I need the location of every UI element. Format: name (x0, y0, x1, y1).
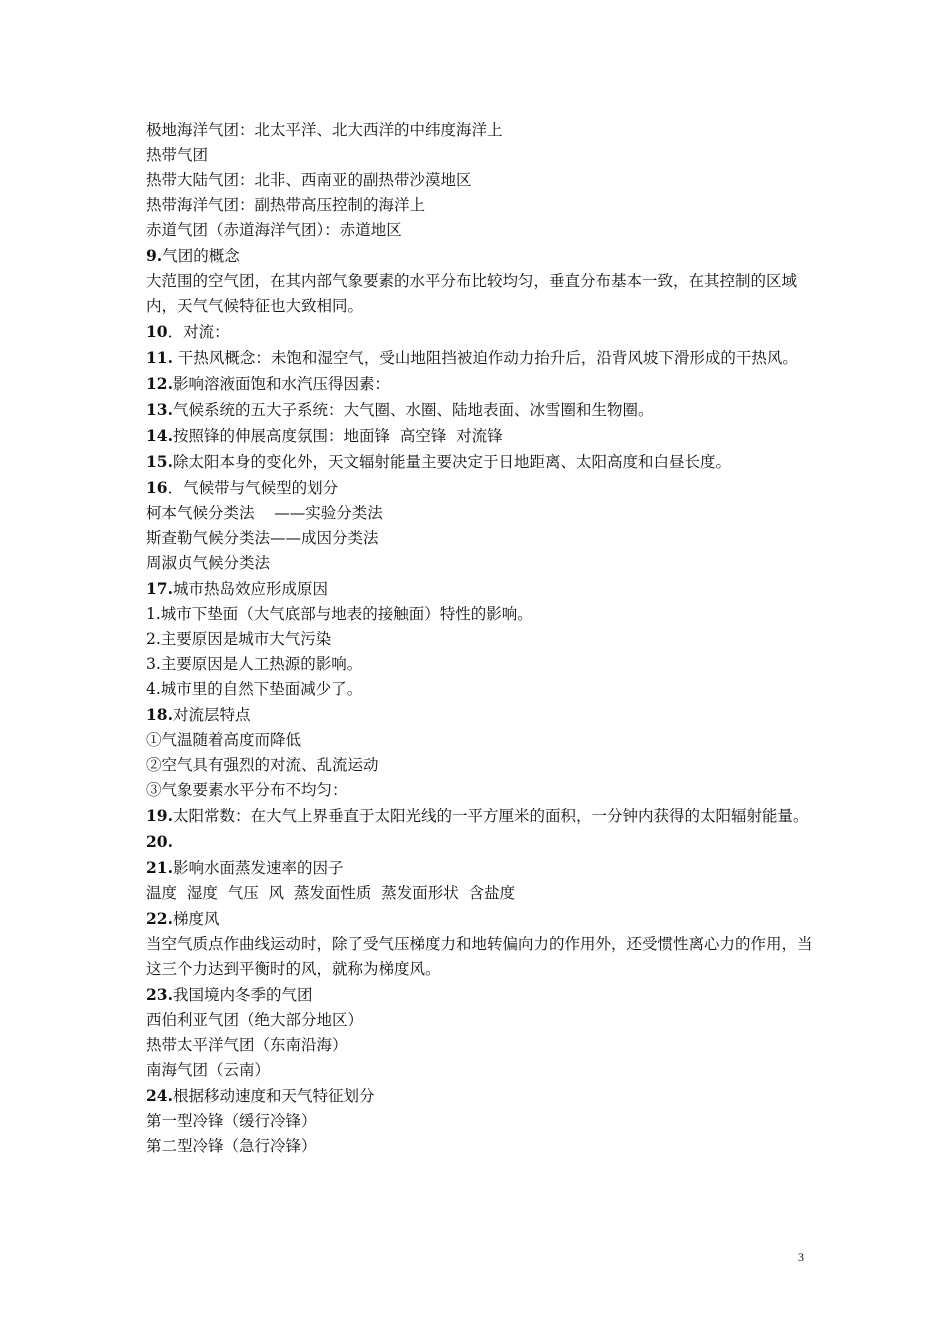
page-number: 3 (798, 1250, 804, 1264)
line-text: 4.城市里的自然下垫面减少了。 (146, 680, 363, 698)
line-text: 城市热岛效应形成原因 (172, 580, 328, 598)
line-text: 我国境内冬季的气团 (172, 986, 313, 1004)
section-number: 22. (146, 909, 173, 928)
text-line (146, 602, 816, 627)
section-number: 16 (146, 478, 168, 497)
line-text: 极地海洋气团：北太平洋、北大西洋的中纬度海洋上 (146, 121, 503, 139)
section-number: 18. (146, 705, 173, 724)
line-text: 热带气团 (146, 146, 209, 164)
section-heading (146, 371, 816, 397)
line-text: 1.城市下垫面（大气底部与地表的接触面）特性的影响。 (146, 605, 533, 623)
section-heading (146, 423, 816, 449)
section-heading (146, 576, 816, 602)
line-text: 梯度风 (172, 910, 220, 928)
line-text: 影响水面蒸发速率的因子 (172, 859, 344, 877)
line-text: 大范围的空气团，在其内部气象要素的水平分布比较均匀，垂直分布基本一致，在其控制的区域内，天气气候特征也大致相同。 (146, 272, 798, 315)
line-text: 南海气团（云南） (146, 1061, 271, 1079)
text-line (146, 932, 816, 982)
section-heading (146, 702, 816, 728)
line-text: ①气温随着高度而降低 (146, 731, 302, 749)
text-line (146, 551, 816, 576)
section-number: 13. (146, 400, 173, 419)
section-heading (146, 855, 816, 881)
document-body (146, 118, 816, 1159)
text-line (146, 1008, 816, 1033)
line-text: 热带海洋气团：副热带高压控制的海洋上 (146, 196, 426, 214)
line-text: 根据移动速度和天气特征划分 (172, 1087, 375, 1105)
section-number: 17. (146, 579, 173, 598)
line-text: ．气候带与气候型的划分 (167, 479, 339, 497)
section-number: 20. (146, 832, 173, 851)
text-line (146, 753, 816, 778)
line-text: 3.主要原因是人工热源的影响。 (146, 655, 363, 673)
section-heading (146, 829, 816, 855)
line-text: 斯查勒气候分类法——成因分类法 (146, 529, 379, 547)
line-text: 第一型冷锋（缓行冷锋） (146, 1112, 317, 1130)
line-text: 温度 湿度 气压 风 蒸发面性质 蒸发面形状 含盐度 (146, 884, 516, 902)
section-number: 15. (146, 452, 173, 471)
section-heading (146, 243, 816, 269)
line-text: 赤道气团（赤道海洋气团）：赤道地区 (146, 221, 402, 239)
text-line (146, 1109, 816, 1134)
line-text: 西伯利亚气团（绝大部分地区） (146, 1011, 364, 1029)
text-line (146, 652, 816, 677)
line-text: 第二型冷锋（急行冷锋） (146, 1137, 317, 1155)
line-text: 按照锋的伸展高度氛围：地面锋 高空锋 对流锋 (172, 427, 503, 445)
section-number: 9. (146, 246, 163, 265)
text-line (146, 143, 816, 168)
section-number: 12. (146, 374, 173, 393)
line-text: 太阳常数：在大气上界垂直于太阳光线的一平方厘米的面积，一分钟内获得的太阳辐射能量。 (172, 807, 809, 825)
section-heading (146, 982, 816, 1008)
text-line (146, 728, 816, 753)
line-text: 当空气质点作曲线运动时，除了受气压梯度力和地转偏向力的作用外，还受惯性离心力的作用，当这三个力达到平衡时的风，就称为梯度风。 (146, 935, 813, 978)
text-line (146, 269, 816, 319)
section-number: 11. (146, 348, 173, 367)
line-text: 除太阳本身的变化外，天文辐射能量主要决定于日地距离、太阳高度和白昼长度。 (172, 453, 731, 471)
text-line (146, 627, 816, 652)
text-line (146, 1134, 816, 1159)
line-text: ②空气具有强烈的对流、乱流运动 (146, 756, 379, 774)
line-text: 气候系统的五大子系统：大气圈、水圈、陆地表面、冰雪圈和生物圈。 (172, 401, 654, 419)
text-line (146, 677, 816, 702)
text-line (146, 218, 816, 243)
line-text: 柯本气候分类法 ——实验分类法 (146, 504, 383, 522)
text-line (146, 1033, 816, 1058)
line-text: ．对流： (167, 323, 230, 341)
section-heading (146, 803, 816, 829)
text-line (146, 193, 816, 218)
section-heading (146, 345, 816, 371)
section-heading (146, 1083, 816, 1109)
text-line (146, 501, 816, 526)
section-number: 23. (146, 985, 173, 1004)
section-heading (146, 475, 816, 501)
section-number: 19. (146, 806, 173, 825)
line-text: ③气象要素水平分布不均匀： (146, 781, 348, 799)
text-line (146, 526, 816, 551)
line-text: 对流层特点 (172, 706, 251, 724)
text-line (146, 881, 816, 906)
section-number: 21. (146, 858, 173, 877)
text-line (146, 778, 816, 803)
section-number: 10 (146, 322, 168, 341)
line-text: 影响溶液面饱和水汽压得因素： (172, 375, 390, 393)
section-heading (146, 449, 816, 475)
text-line (146, 118, 816, 143)
line-text: 2.主要原因是城市大气污染 (146, 630, 332, 648)
line-text: 气团的概念 (162, 247, 240, 265)
line-text: 热带太平洋气团（东南沿海） (146, 1036, 348, 1054)
line-text: 周淑贞气候分类法 (146, 554, 271, 572)
text-line (146, 168, 816, 193)
section-heading (146, 319, 816, 345)
line-text: 热带大陆气团：北非、西南亚的副热带沙漠地区 (146, 171, 472, 189)
section-heading (146, 906, 816, 932)
line-text: 干热风概念：未饱和湿空气，受山地阻挡被迫作动力抬升后，沿背风坡下滑形成的干热风。 (172, 349, 798, 367)
section-heading (146, 397, 816, 423)
text-line (146, 1058, 816, 1083)
section-number: 14. (146, 426, 173, 445)
section-number: 24. (146, 1086, 173, 1105)
